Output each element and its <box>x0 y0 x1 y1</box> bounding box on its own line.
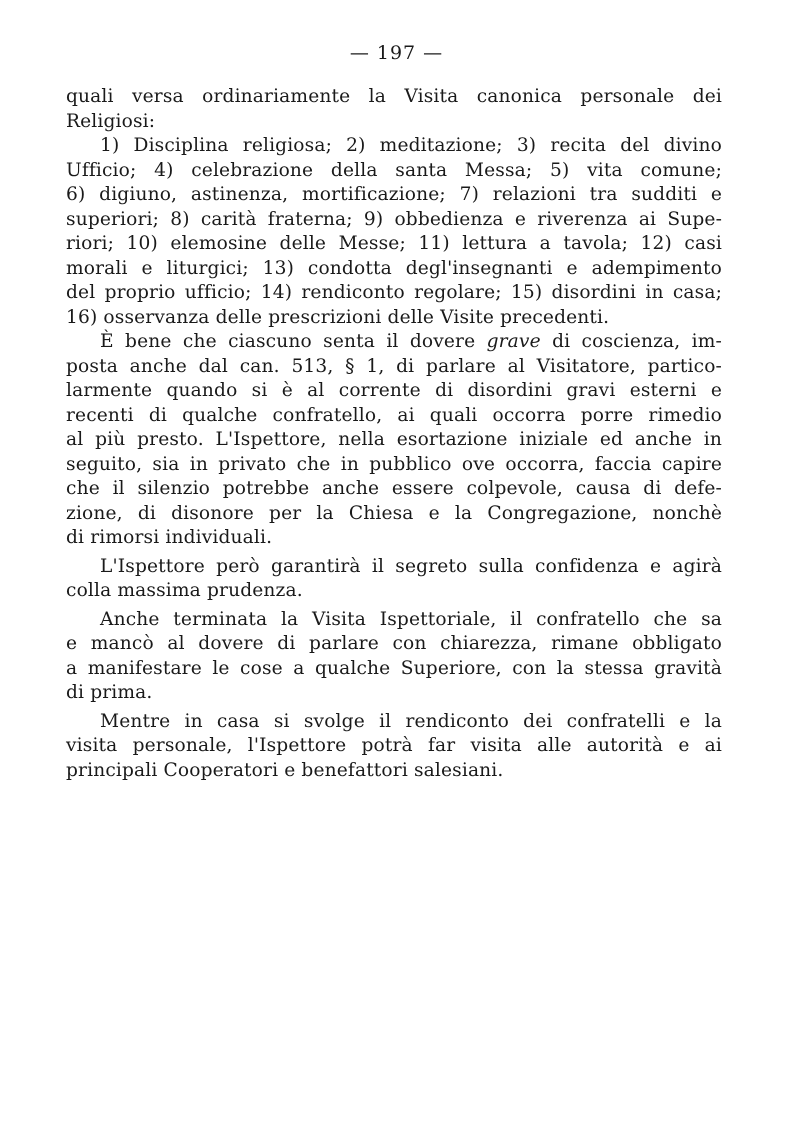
text-line: morali e liturgici; 13) condotta degl'insegnanti e adempimento <box>66 257 722 279</box>
paragraph <box>66 608 722 706</box>
emphasis: grave <box>486 331 541 352</box>
text-line: principali Cooperatori e benefattori salesiani. <box>66 759 504 781</box>
text-line: del proprio ufficio; 14) rendiconto regolare; 15) disordini in casa; <box>66 282 722 303</box>
text-line: di rimorsi individuali. <box>66 527 273 548</box>
text-line: quali versa ordinariamente la Visita canonica personale dei <box>66 86 722 107</box>
paragraph <box>66 134 722 330</box>
text-line: seguito, sia in privato che in pubblico ove occorra, faccia capire <box>66 453 722 475</box>
text-line: a manifestare le cose a qualche Superiore, con la stessa gravità <box>66 657 722 679</box>
text-line: Mentre in casa si svolge il rendiconto dei confratelli e la <box>100 710 722 732</box>
text-line <box>66 330 722 355</box>
text-line: colla massima prudenza. <box>66 580 303 601</box>
body-text <box>66 85 722 783</box>
text-line: 6) digiuno, astinenza, mortificazione; 7) relazioni tra sudditi e <box>66 184 722 205</box>
text-line: recenti di qualche confratello, ai quali occorra porre rimedio <box>66 404 722 426</box>
text-line: L'Ispettore però garantirà il segreto sulla confidenza e agirà <box>100 555 722 577</box>
text-line: Anche terminata la Visita Ispettoriale, il confratello che sa <box>100 608 722 630</box>
text-line: Ufficio; 4) celebrazione della santa Messa; 5) vita comune; <box>66 159 722 181</box>
text-line: superiori; 8) carità fraterna; 9) obbedienza e riverenza ai Supe- <box>66 208 722 230</box>
text-fragment: di coscienza, im- <box>540 331 722 352</box>
text-line: posta anche dal can. 513, § 1, di parlare al Visitatore, partico- <box>66 355 722 377</box>
text-line: di prima. <box>66 682 153 703</box>
text-line: al più presto. L'Ispettore, nella esortazione iniziale ed anche in <box>66 429 722 450</box>
text-line: che il silenzio potrebbe anche essere colpevole, causa di defe- <box>66 478 722 499</box>
text-fragment: È bene che ciascuno senta il dovere <box>100 331 487 352</box>
text-line: Religiosi: <box>66 110 156 132</box>
text-line: e mancò al dovere di parlare con chiarezza, rimane obbligato <box>66 633 722 654</box>
text-line: visita personale, l'Ispettore potrà far visita alle autorità e ai <box>66 735 722 756</box>
text-line: larmente quando si è al corrente di disordini gravi esterni e <box>66 380 722 401</box>
paragraph <box>66 555 722 604</box>
paragraph <box>66 330 722 551</box>
paragraph <box>66 85 722 134</box>
text-line: 16) osservanza delle prescrizioni delle Visite precedenti. <box>66 306 610 328</box>
text-line: 1) Disciplina religiosa; 2) meditazione; 3) recita del divino <box>100 135 722 156</box>
text-line: riori; 10) elemosine delle Messe; 11) lettura a tavola; 12) casi <box>66 233 722 254</box>
text-line: zione, di disonore per la Chiesa e la Congregazione, nonchè <box>66 502 722 524</box>
page-number: — 197 — <box>349 42 444 64</box>
paragraph <box>66 710 722 784</box>
